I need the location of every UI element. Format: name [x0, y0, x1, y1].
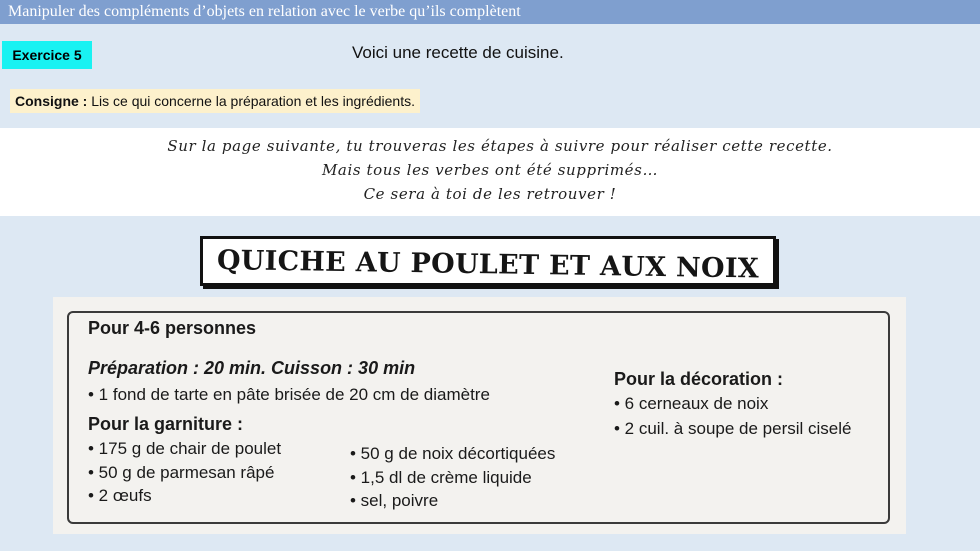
exercise-badge: Exercice 5 — [2, 41, 92, 69]
prep-times: Préparation : 20 min. Cuisson : 30 min — [88, 358, 416, 378]
decoration-item: • 2 cuil. à soupe de persil ciselé — [614, 419, 852, 438]
garniture-item: • 50 g de parmesan râpé — [88, 463, 275, 482]
garniture-item: • 2 œufs — [88, 486, 152, 505]
instruction-line: Ce sera à toi de les retrouver ! — [363, 185, 617, 203]
exercise-intro: Voici une recette de cuisine. — [352, 43, 564, 62]
consigne — [10, 89, 420, 113]
instruction-line: Mais tous les verbes ont été supprimés… — [321, 161, 659, 179]
recipe-title-box — [200, 236, 776, 286]
garniture-item: • 50 g de noix décortiquées — [350, 444, 556, 463]
decoration-item: • 6 cerneaux de noix — [614, 394, 769, 413]
garniture-item: • sel, poivre — [350, 491, 439, 510]
consigne-label: Consigne : — [15, 93, 88, 109]
decoration-title: Pour la décoration : — [614, 369, 784, 389]
instruction-line: Sur la page suivante, tu trouveras les étapes à suivre pour réaliser cette recette. — [167, 137, 833, 155]
garniture-item: • 1,5 dl de crème liquide — [350, 468, 532, 487]
recipe-frame — [67, 311, 890, 524]
recipe-title: QUICHE AU POULET ET AUX NOIX — [216, 245, 760, 285]
page-header: Manipuler des compléments d’objets en relation avec le verbe qu’ils complètent — [0, 0, 980, 24]
recipe-card — [53, 297, 906, 534]
consigne-text: Lis ce qui concerne la préparation et les ingrédients. — [87, 93, 415, 109]
base-ingredient: • 1 fond de tarte en pâte brisée de 20 cm de diamètre — [88, 385, 490, 404]
garniture-item: • 175 g de chair de poulet — [88, 439, 282, 458]
servings: Pour 4-6 personnes — [88, 318, 257, 338]
garniture-title: Pour la garniture : — [88, 414, 244, 434]
